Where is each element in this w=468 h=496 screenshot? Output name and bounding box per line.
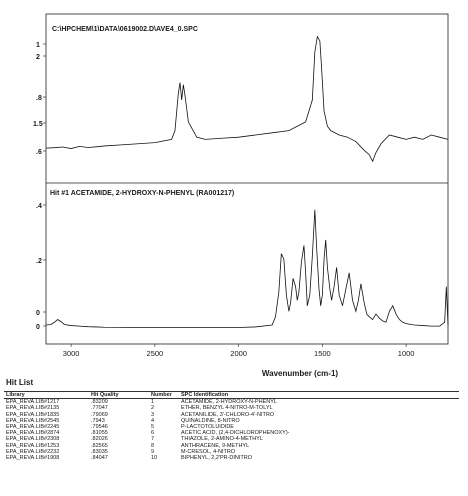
y-tick-label: .6 [36, 149, 42, 156]
identification-cell: ACETIC ACID, (2,4-DICHLOROPHENOXY)- [181, 430, 290, 437]
number-cell: 10 [151, 455, 158, 462]
number-cell: 3 [151, 411, 155, 418]
number-cell: 1 [151, 399, 155, 406]
identification-cell: ACETAMIDE, 2-HYDROXY-N-PHENYL [181, 399, 277, 406]
hit-quality-cell: .82565 [91, 442, 108, 449]
hit-quality-cell: .7943 [91, 417, 105, 424]
number-cell: 5 [151, 424, 155, 431]
library-cell: EPA_REVA.LIB#2135 [6, 405, 60, 412]
identification-cell: M-CRESOL, 4-NITRO [181, 448, 236, 455]
hit-quality-cell: .83209 [91, 399, 108, 406]
hit-quality-cell: .83035 [91, 448, 108, 455]
x-axis-label: Wavenumber (cm-1) [261, 369, 339, 378]
y-tick-label: .4 [36, 203, 42, 210]
identification-cell: THIAZOLE, 2-AMINO-4-METHYL [181, 436, 263, 443]
identification-cell: QUINALDINE, 8-NITRO [181, 417, 240, 424]
library-cell: EPA_REVA.LIB#2545 [6, 417, 60, 424]
plot-frame [46, 14, 448, 344]
number-cell: 9 [151, 448, 155, 455]
hit-quality-cell: .79546 [91, 424, 108, 431]
library-cell: EPA_REVA.LIB#1253 [6, 442, 60, 449]
library-cell: EPA_REVA.LIB#1217 [6, 399, 60, 406]
hit-quality-cell: .84047 [91, 455, 108, 462]
identification-cell: BIPHENYL, 2,2'PR-DINITRO [181, 455, 253, 462]
number-cell: 4 [151, 417, 155, 424]
x-tick-label: 1500 [314, 349, 331, 358]
y-tick-label: .2 [36, 258, 42, 265]
identification-cell: ANTHRACENE, 9-METHYL [181, 442, 250, 449]
x-tick-label: 2000 [230, 349, 247, 358]
library-cell: EPA_REVA.LIB#2308 [6, 436, 60, 443]
hit-list-table [4, 391, 459, 461]
y-tick-label: 0 [36, 324, 40, 331]
y-tick-label: 1 [36, 42, 40, 49]
library-cell: EPA_REVA.LIB#1908 [6, 455, 60, 462]
x-tick-label: 2500 [146, 349, 164, 358]
reference-spectrum-line [46, 210, 448, 328]
hit-quality-cell: .82026 [91, 436, 108, 443]
number-cell: 7 [151, 436, 155, 443]
number-cell: 2 [151, 405, 155, 412]
y-tick-label: 2 [36, 54, 40, 61]
identification-cell: ACETANILIDE, 3'-CHLORO-4'-NITRO [181, 411, 275, 418]
sample-spectrum-line [46, 37, 448, 162]
number-cell: 6 [151, 430, 155, 437]
y-tick-label: 1.5 [33, 121, 43, 128]
number-cell: 8 [151, 442, 155, 449]
header-spc-identification: SPC Identification [179, 392, 459, 399]
hit-quality-cell: .81055 [91, 430, 108, 437]
y-tick-label: .8 [36, 95, 42, 102]
x-tick-label: 3000 [62, 349, 80, 358]
table-row [4, 455, 459, 461]
identification-cell: P-LACTOTOLUIDIDE [181, 424, 234, 431]
table-row [4, 399, 459, 406]
library-cell: EPA_REVA.LIB#2874 [6, 430, 60, 437]
header-library: Library [4, 392, 89, 399]
header-hit-quality: Hit Quality [89, 392, 149, 399]
y-tick-label: 0 [36, 310, 40, 317]
hit-list-title: Hit List [6, 378, 34, 387]
x-tick-label: 1000 [397, 349, 415, 358]
library-cell: EPA_REVA.LIB#2245 [6, 424, 60, 431]
identification-cell: ETHER, BENZYL 4-NITRO-M-TOLYL [181, 405, 273, 412]
header-number: Number [149, 392, 179, 399]
bottom-panel-title: Hit #1 ACETAMIDE, 2-HYDROXY-N-PHENYL (RA001217) [50, 190, 235, 197]
hit-table-header [4, 392, 459, 399]
library-cell: EPA_REVA.LIB#2232 [6, 448, 60, 455]
hit-quality-cell: .77047 [91, 405, 108, 412]
top-panel-title: C:\HPCHEM\1\DATA\0619002.D\AVE4_0.SPC [52, 26, 198, 33]
library-cell: EPA_REVA.LIB#1835 [6, 411, 60, 418]
hit-quality-cell: .79069 [91, 411, 108, 418]
